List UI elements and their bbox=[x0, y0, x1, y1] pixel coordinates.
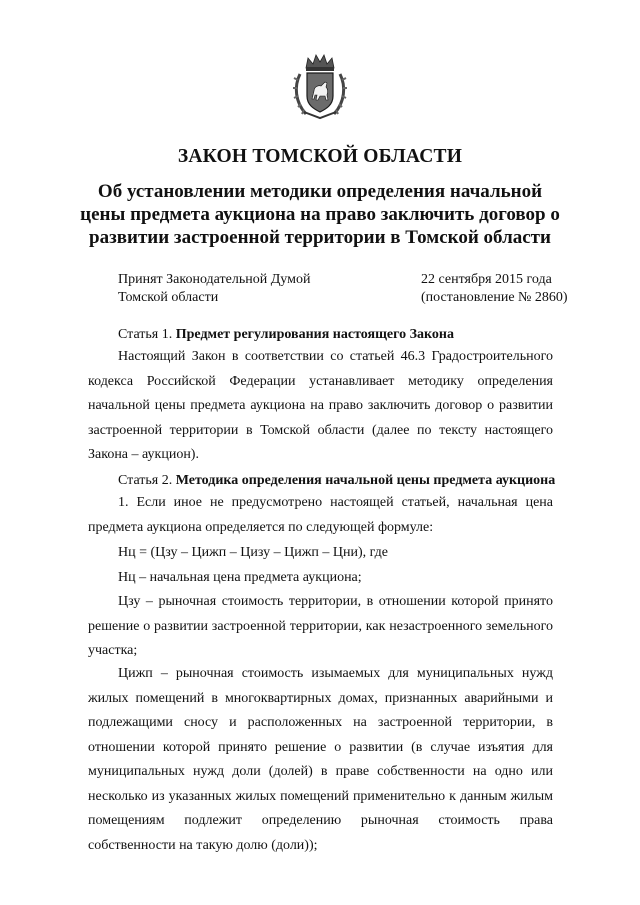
law-title: ЗАКОН ТОМСКОЙ ОБЛАСТИ bbox=[177, 146, 463, 167]
article-number: Статья 2. bbox=[118, 473, 173, 488]
definition-nc: Нц – начальная цена предмета аукциона; bbox=[118, 570, 362, 585]
definition-cizhp: Цижп – рыночная стоимость изымаемых для муниципальных нужд жилых помещений в многоквартирных домах, признанных аварийными и подлежащими сносу и расположенных на застроенной территории, в отношении которой принято решение о развитии (в случае изъятия для муниципальных нужд доли (долей) в праве собственности на одно или несколько из указанных жилых помещений применительно к данным жилым помещениям подлежит определению рыночная стоимость права собственности на такую долю (доли)); bbox=[88, 666, 553, 853]
law-subject bbox=[60, 180, 580, 249]
article-title: Предмет регулирования настоящего Закона bbox=[175, 327, 454, 342]
adoption-date-line: 22 сентября 2015 года bbox=[421, 272, 552, 287]
article-number: Статья 1. bbox=[118, 327, 173, 342]
subject-line: цены предмета аукциона на право заключить договор о bbox=[80, 204, 560, 225]
formula: Нц = (Цзу – Цижп – Цизу – Цижп – Цни), где bbox=[118, 545, 389, 560]
adoption-date bbox=[421, 271, 568, 307]
article-1-paragraph: Настоящий Закон в соответствии со статьей 46.3 Градостроительного кодекса Российской Федерации устанавливает методику определения начальной цены предмета аукциона на право заключить договор о развитии застроенной территории в Томской области (далее по тексту настоящего Закона – аукцион). bbox=[88, 349, 553, 462]
article-1-heading bbox=[118, 327, 454, 343]
article-2-item-1: 1. Если иное не предусмотрено настоящей статьей, начальная цена предмета аукциона определяется по следующей формуле: bbox=[88, 495, 553, 535]
coat-of-arms-icon bbox=[292, 52, 348, 120]
adoption-resolution-line: (постановление № 2860) bbox=[421, 290, 568, 305]
definition-czu: Цзу – рыночная стоимость территории, в отношении которой принято решение о развитии застроенной территории, как незастроенного земельного участка; bbox=[88, 594, 553, 658]
article-2-heading bbox=[118, 473, 555, 489]
subject-line: развитии застроенной территории в Томской области bbox=[89, 227, 551, 248]
adoption-body-line: Принят Законодательной Думой bbox=[118, 272, 311, 287]
adoption-body-line: Томской области bbox=[118, 290, 219, 305]
article-title: Методика определения начальной цены предмета аукциона bbox=[175, 473, 556, 488]
subject-line: Об установлении методики определения начальной bbox=[97, 181, 543, 202]
adoption-body bbox=[118, 271, 310, 307]
